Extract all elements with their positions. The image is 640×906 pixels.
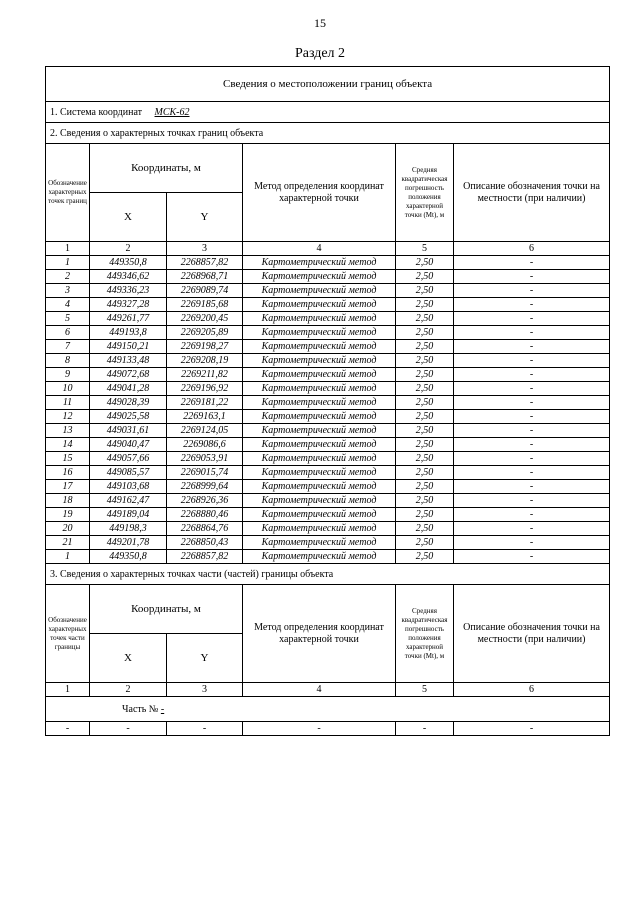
empty-cell: - [167, 722, 243, 736]
point-row [46, 270, 610, 284]
error: 2,50 [396, 494, 454, 508]
point-id: 20 [46, 522, 90, 536]
description: - [454, 466, 610, 480]
coord-x: 449350,8 [90, 256, 167, 270]
col-number: 4 [243, 683, 396, 697]
point-row [46, 536, 610, 550]
point-row [46, 368, 610, 382]
description: - [454, 424, 610, 438]
coord-x: 449162,47 [90, 494, 167, 508]
point-row [46, 382, 610, 396]
point-id: 8 [46, 354, 90, 368]
coord-y: 2268857,82 [167, 550, 243, 564]
description: - [454, 480, 610, 494]
boundary-table [45, 66, 610, 736]
sec2-header-x: X [90, 193, 167, 242]
coord-x: 449150,21 [90, 340, 167, 354]
error: 2,50 [396, 466, 454, 480]
coord-y: 2268968,71 [167, 270, 243, 284]
point-row [46, 438, 610, 452]
point-id: 18 [46, 494, 90, 508]
part-value: - [160, 703, 165, 715]
method: Картометрический метод [243, 550, 396, 564]
coord-y: 2268999,64 [167, 480, 243, 494]
point-row [46, 424, 610, 438]
error: 2,50 [396, 298, 454, 312]
method: Картометрический метод [243, 480, 396, 494]
empty-cell: - [243, 722, 396, 736]
coord-y: 2269198,27 [167, 340, 243, 354]
col-number: 6 [454, 683, 610, 697]
point-id: 7 [46, 340, 90, 354]
description: - [454, 550, 610, 564]
description: - [454, 354, 610, 368]
sec2-title: 2. Сведения о характерных точках границ объекта [46, 123, 610, 144]
empty-cell: - [46, 722, 90, 736]
coord-system-value: МСК-62 [154, 106, 190, 118]
error: 2,50 [396, 270, 454, 284]
description: - [454, 522, 610, 536]
coord-x: 449103,68 [90, 480, 167, 494]
point-row [46, 494, 610, 508]
coord-x: 449025,58 [90, 410, 167, 424]
error: 2,50 [396, 284, 454, 298]
col-number: 5 [396, 242, 454, 256]
description: - [454, 298, 610, 312]
coord-y: 2269089,74 [167, 284, 243, 298]
error: 2,50 [396, 424, 454, 438]
point-id: 14 [46, 438, 90, 452]
error: 2,50 [396, 550, 454, 564]
coord-x: 449350,8 [90, 550, 167, 564]
coord-x: 449028,39 [90, 396, 167, 410]
method: Картометрический метод [243, 354, 396, 368]
sec3-header-description: Описание обозначения точки на местности (при наличии) [454, 585, 610, 683]
part-label: Часть № [122, 703, 159, 715]
coord-y: 2269211,82 [167, 368, 243, 382]
coord-y: 2268857,82 [167, 256, 243, 270]
point-id: 13 [46, 424, 90, 438]
sec3-column-numbers [46, 683, 610, 697]
sec2-header-method: Метод определения координат характерной точки [243, 144, 396, 242]
description: - [454, 396, 610, 410]
method: Картометрический метод [243, 452, 396, 466]
point-id: 12 [46, 410, 90, 424]
description: - [454, 410, 610, 424]
point-id: 1 [46, 256, 90, 270]
point-row [46, 326, 610, 340]
coord-x: 449072,68 [90, 368, 167, 382]
empty-cell: - [396, 722, 454, 736]
description: - [454, 284, 610, 298]
error: 2,50 [396, 438, 454, 452]
section-title: Раздел 2 [294, 46, 346, 61]
coord-x: 449346,62 [90, 270, 167, 284]
coord-x: 449133,48 [90, 354, 167, 368]
sec3-header-y: Y [167, 634, 243, 683]
empty-cell: - [90, 722, 167, 736]
error: 2,50 [396, 536, 454, 550]
error: 2,50 [396, 312, 454, 326]
method: Картометрический метод [243, 368, 396, 382]
method: Картометрический метод [243, 340, 396, 354]
coord-y: 2268850,43 [167, 536, 243, 550]
coord-x: 449193,8 [90, 326, 167, 340]
sec2-header-coords: Координаты, м [90, 144, 243, 193]
description: - [454, 536, 610, 550]
error: 2,50 [396, 368, 454, 382]
part-row [46, 697, 610, 722]
sec3-header-x: X [90, 634, 167, 683]
coord-y: 2269124,05 [167, 424, 243, 438]
error: 2,50 [396, 326, 454, 340]
coord-y: 2268864,76 [167, 522, 243, 536]
error: 2,50 [396, 382, 454, 396]
method: Картометрический метод [243, 298, 396, 312]
error: 2,50 [396, 256, 454, 270]
coord-y: 2269086,6 [167, 438, 243, 452]
method: Картометрический метод [243, 424, 396, 438]
coord-x: 449327,28 [90, 298, 167, 312]
point-row [46, 312, 610, 326]
method: Картометрический метод [243, 508, 396, 522]
error: 2,50 [396, 354, 454, 368]
sec2-column-numbers [46, 242, 610, 256]
col-number: 2 [90, 242, 167, 256]
point-row [46, 466, 610, 480]
coord-x: 449040,47 [90, 438, 167, 452]
description: - [454, 452, 610, 466]
point-id: 17 [46, 480, 90, 494]
point-row [46, 480, 610, 494]
point-row [46, 452, 610, 466]
point-id: 3 [46, 284, 90, 298]
coord-y: 2268926,36 [167, 494, 243, 508]
coord-y: 2269205,89 [167, 326, 243, 340]
method: Картометрический метод [243, 522, 396, 536]
error: 2,50 [396, 340, 454, 354]
point-row [46, 284, 610, 298]
point-id: 2 [46, 270, 90, 284]
point-id: 4 [46, 298, 90, 312]
point-id: 15 [46, 452, 90, 466]
point-row [46, 354, 610, 368]
method: Картометрический метод [243, 284, 396, 298]
point-row [46, 410, 610, 424]
description: - [454, 508, 610, 522]
error: 2,50 [396, 522, 454, 536]
coord-x: 449201,78 [90, 536, 167, 550]
method: Картометрический метод [243, 494, 396, 508]
method: Картометрический метод [243, 270, 396, 284]
coord-x: 449041,28 [90, 382, 167, 396]
description: - [454, 312, 610, 326]
error: 2,50 [396, 480, 454, 494]
point-id: 21 [46, 536, 90, 550]
sec2-header-y: Y [167, 193, 243, 242]
point-id: 11 [46, 396, 90, 410]
description: - [454, 382, 610, 396]
col-number: 3 [167, 683, 243, 697]
method: Картометрический метод [243, 438, 396, 452]
point-id: 6 [46, 326, 90, 340]
method: Картометрический метод [243, 256, 396, 270]
point-id: 19 [46, 508, 90, 522]
point-row [46, 508, 610, 522]
error: 2,50 [396, 508, 454, 522]
col-number: 4 [243, 242, 396, 256]
point-id: 5 [46, 312, 90, 326]
sec3-header-designation: Обозначение характерных точек части границы [46, 585, 90, 683]
sec3-empty-row [46, 722, 610, 736]
sec3-header-coords: Координаты, м [90, 585, 243, 634]
description: - [454, 270, 610, 284]
coord-y: 2269163,1 [167, 410, 243, 424]
error: 2,50 [396, 396, 454, 410]
sec3-header-error: Средняя квадратическая погрешность положения характерной точки (Mt), м [396, 585, 454, 683]
error: 2,50 [396, 452, 454, 466]
description: - [454, 340, 610, 354]
point-row [46, 340, 610, 354]
coord-x: 449031,61 [90, 424, 167, 438]
page-number: 15 [314, 16, 326, 30]
coord-y: 2269208,19 [167, 354, 243, 368]
point-row [46, 256, 610, 270]
col-number: 1 [46, 683, 90, 697]
banner-title: Сведения о местоположении границ объекта [46, 67, 610, 102]
coord-system-label: 1. Система координат [50, 106, 143, 118]
coord-x: 449198,3 [90, 522, 167, 536]
coord-x: 449336,23 [90, 284, 167, 298]
point-row [46, 396, 610, 410]
col-number: 3 [167, 242, 243, 256]
col-number: 5 [396, 683, 454, 697]
error: 2,50 [396, 410, 454, 424]
point-id: 9 [46, 368, 90, 382]
coord-x: 449261,77 [90, 312, 167, 326]
coord-x: 449085,57 [90, 466, 167, 480]
description: - [454, 368, 610, 382]
description: - [454, 494, 610, 508]
coord-y: 2269015,74 [167, 466, 243, 480]
coord-y: 2269181,22 [167, 396, 243, 410]
method: Картометрический метод [243, 536, 396, 550]
coord-y: 2269185,68 [167, 298, 243, 312]
point-id: 16 [46, 466, 90, 480]
method: Картометрический метод [243, 382, 396, 396]
method: Картометрический метод [243, 410, 396, 424]
col-number: 1 [46, 242, 90, 256]
coord-y: 2268880,46 [167, 508, 243, 522]
point-row [46, 298, 610, 312]
sec2-header-designation: Обозначение характерных точек границ [46, 144, 90, 242]
sec2-header-description: Описание обозначения точки на местности (при наличии) [454, 144, 610, 242]
point-id: 10 [46, 382, 90, 396]
point-row [46, 522, 610, 536]
coord-x: 449057,66 [90, 452, 167, 466]
description: - [454, 256, 610, 270]
point-id: 1 [46, 550, 90, 564]
empty-cell: - [454, 722, 610, 736]
coord-y: 2269196,92 [167, 382, 243, 396]
coord-system-row [46, 102, 610, 123]
method: Картометрический метод [243, 396, 396, 410]
method: Картометрический метод [243, 312, 396, 326]
method: Картометрический метод [243, 466, 396, 480]
description: - [454, 438, 610, 452]
col-number: 2 [90, 683, 167, 697]
sec2-header-error: Средняя квадратическая погрешность положения характерной точки (Mt), м [396, 144, 454, 242]
description: - [454, 326, 610, 340]
point-row [46, 550, 610, 564]
sec3-title: 3. Сведения о характерных точках части (частей) границы объекта [46, 564, 610, 585]
coord-x: 449189,04 [90, 508, 167, 522]
coord-y: 2269053,91 [167, 452, 243, 466]
sec3-header-method: Метод определения координат характерной точки [243, 585, 396, 683]
coord-y: 2269200,45 [167, 312, 243, 326]
method: Картометрический метод [243, 326, 396, 340]
col-number: 6 [454, 242, 610, 256]
